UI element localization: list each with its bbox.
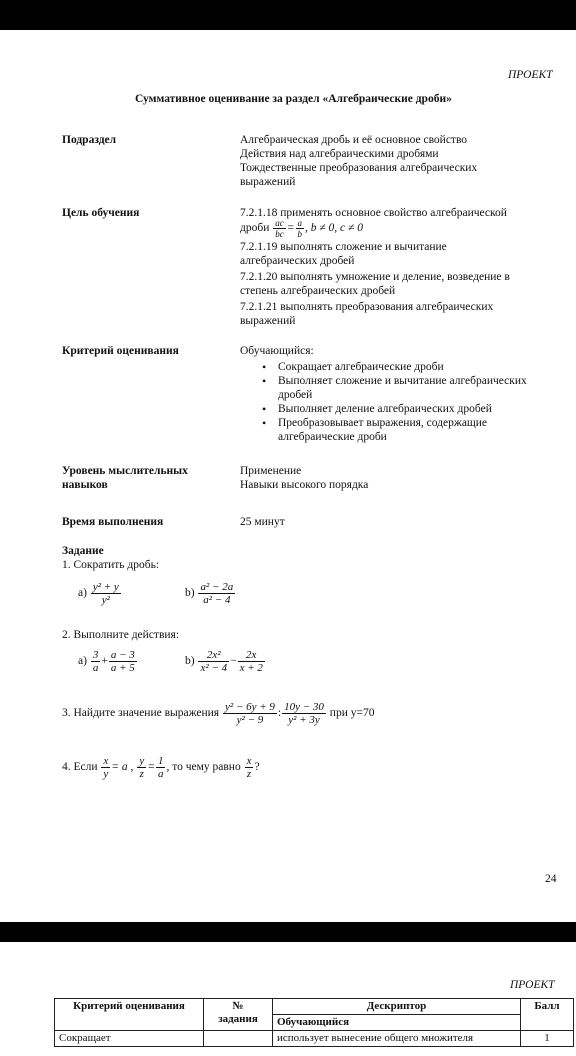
criterion-item-cont: алгебраические дроби	[278, 431, 387, 443]
project-stamp: ПРОЕКТ	[510, 979, 555, 991]
task-2: 2. Выполните действия:	[62, 629, 180, 641]
section-line: Алгебраическая дробь и её основное свойство	[240, 134, 468, 146]
task-1: 1. Сократить дробь:	[62, 559, 160, 571]
time-label: Время выполнения	[62, 516, 164, 528]
time-value: 25 минут	[240, 516, 285, 528]
fraction: $\frac{a - 3}{a + 5}$	[110, 648, 135, 674]
fraction: $\frac{\text{y² + y}}{\text{y²}}$	[92, 580, 119, 606]
project-stamp: ПРОЕКТ	[508, 69, 553, 81]
section-line: выражений	[240, 176, 296, 188]
page-title: Суммативное оценивание за раздел «Алгебраические дроби»	[135, 93, 452, 105]
criterion-list	[240, 360, 527, 444]
goal-line: 7.2.1.18 применять основное свойство алгебраической	[240, 207, 507, 219]
page-separator-bar	[0, 922, 576, 942]
row-score: 1	[521, 1031, 574, 1047]
fraction: $\frac{\text{a² − 2a}}{\text{a² − 4}}$	[200, 580, 234, 606]
section-line: Действия над алгебраическими дробями	[240, 148, 439, 160]
formula-condition: , b ≠ 0, c ≠ 0	[305, 222, 363, 234]
level-label: Уровень мыслительных	[62, 465, 188, 477]
goal-line: выражений	[240, 315, 296, 327]
header-criterion: Критерий оценивания	[55, 999, 204, 1031]
fraction: $\frac{1}{a}$	[157, 754, 164, 780]
row-descriptor: использует вынесение общего множителя	[273, 1031, 521, 1047]
top-black-bar	[0, 0, 576, 30]
section-label: Подраздел	[62, 134, 117, 146]
fraction: $\frac{\text{y² − 6y + 9}}{\text{y² − 9}}$	[224, 700, 275, 726]
document-page-1	[0, 30, 576, 922]
row-criterion: Сокращает	[55, 1031, 204, 1047]
criterion-item: • Выполняет деление алгебраических дробей	[240, 402, 527, 416]
document-page-2	[0, 942, 576, 1056]
goal-line: 7.2.1.20 выполнять умножение и деление, возведение в	[240, 271, 510, 283]
fraction: $\frac{10y - 30}{\text{y² + 3y}}$	[284, 700, 324, 726]
criterion-label: Критерий оценивания	[62, 345, 179, 357]
header-score: Балл	[521, 999, 574, 1031]
task-3: 3. Найдите значение выражения $\frac{\text{y² − 6y + 9}}{\text{y² − 9}}$ : $\frac{10y - 30}{\text{y² + 3y}}$ при y=70	[62, 700, 375, 726]
criterion-item-cont: дробей	[278, 389, 313, 401]
task-heading: Задание	[62, 545, 104, 557]
level-value: Применение	[240, 465, 302, 477]
goal-line: алгебраических дробей	[240, 255, 355, 267]
goal-line: 7.2.1.19 выполнять сложение и вычитание	[240, 241, 447, 253]
section-line: Тождественные преобразования алгебраических	[240, 162, 478, 174]
task-2a: a) $\frac{3}{a}$ + $\frac{a - 3}{a + 5}$	[78, 648, 135, 674]
page-number: 24	[545, 873, 557, 885]
criterion-item: • Преобразовывает выражения, содержащие	[240, 416, 527, 430]
fraction: $\frac{2x}{x + 2}$	[239, 648, 263, 674]
fraction: $\frac{3}{a}$	[92, 648, 99, 674]
level-value: Навыки высокого порядка	[240, 479, 369, 491]
goal-line: 7.2.1.21 выполнять преобразования алгебраических	[240, 301, 494, 313]
criterion-intro: Обучающийся:	[240, 345, 314, 357]
table-row	[55, 1031, 574, 1047]
task-4: 4. Если $\frac{x}{y}$ = a , $\frac{y}{z}$ = $\frac{1}{a}$ , то чему равно $\frac{x}{z}$ ?	[62, 754, 260, 780]
fraction: $\frac{a}{b}$	[297, 217, 302, 239]
task-1a: a) $\frac{\text{y² + y}}{\text{y²}}$	[78, 580, 119, 606]
criterion-item: • Сокращает алгебраические дроби	[240, 360, 527, 374]
task-2b: b) $\frac{\text{2x²}}{\text{x² − 4}}$ − $\frac{2x}{x + 2}$	[185, 648, 263, 674]
task-1b: b) $\frac{\text{a² − 2a}}{\text{a² − 4}}$	[185, 580, 234, 606]
goal-line: степень алгебраических дробей	[240, 285, 396, 297]
goal-formula-line: дроби $\frac{ac}{bc}$ = $\frac{a}{b}$ , b ≠ 0, c ≠ 0	[240, 217, 363, 239]
criterion-item: • Выполняет сложение и вычитание алгебраических	[240, 374, 527, 388]
fraction: $\frac{y}{z}$	[139, 754, 145, 780]
fraction: $\frac{x}{z}$	[246, 754, 252, 780]
fraction: $\frac{\text{2x²}}{\text{x² − 4}}$	[200, 648, 228, 674]
fraction: $\frac{ac}{bc}$	[275, 217, 284, 239]
row-task-number	[204, 1031, 273, 1047]
table-header-row	[55, 999, 574, 1031]
header-descriptor: Дескриптор Обучающийся	[273, 999, 521, 1031]
assessment-table	[54, 998, 574, 1047]
level-label-cont: навыков	[62, 479, 108, 491]
goal-line-prefix: дроби	[240, 222, 270, 234]
header-task-number: № задания	[204, 999, 273, 1031]
goal-label: Цель обучения	[62, 207, 140, 219]
fraction: $\frac{x}{y}$	[103, 754, 109, 780]
